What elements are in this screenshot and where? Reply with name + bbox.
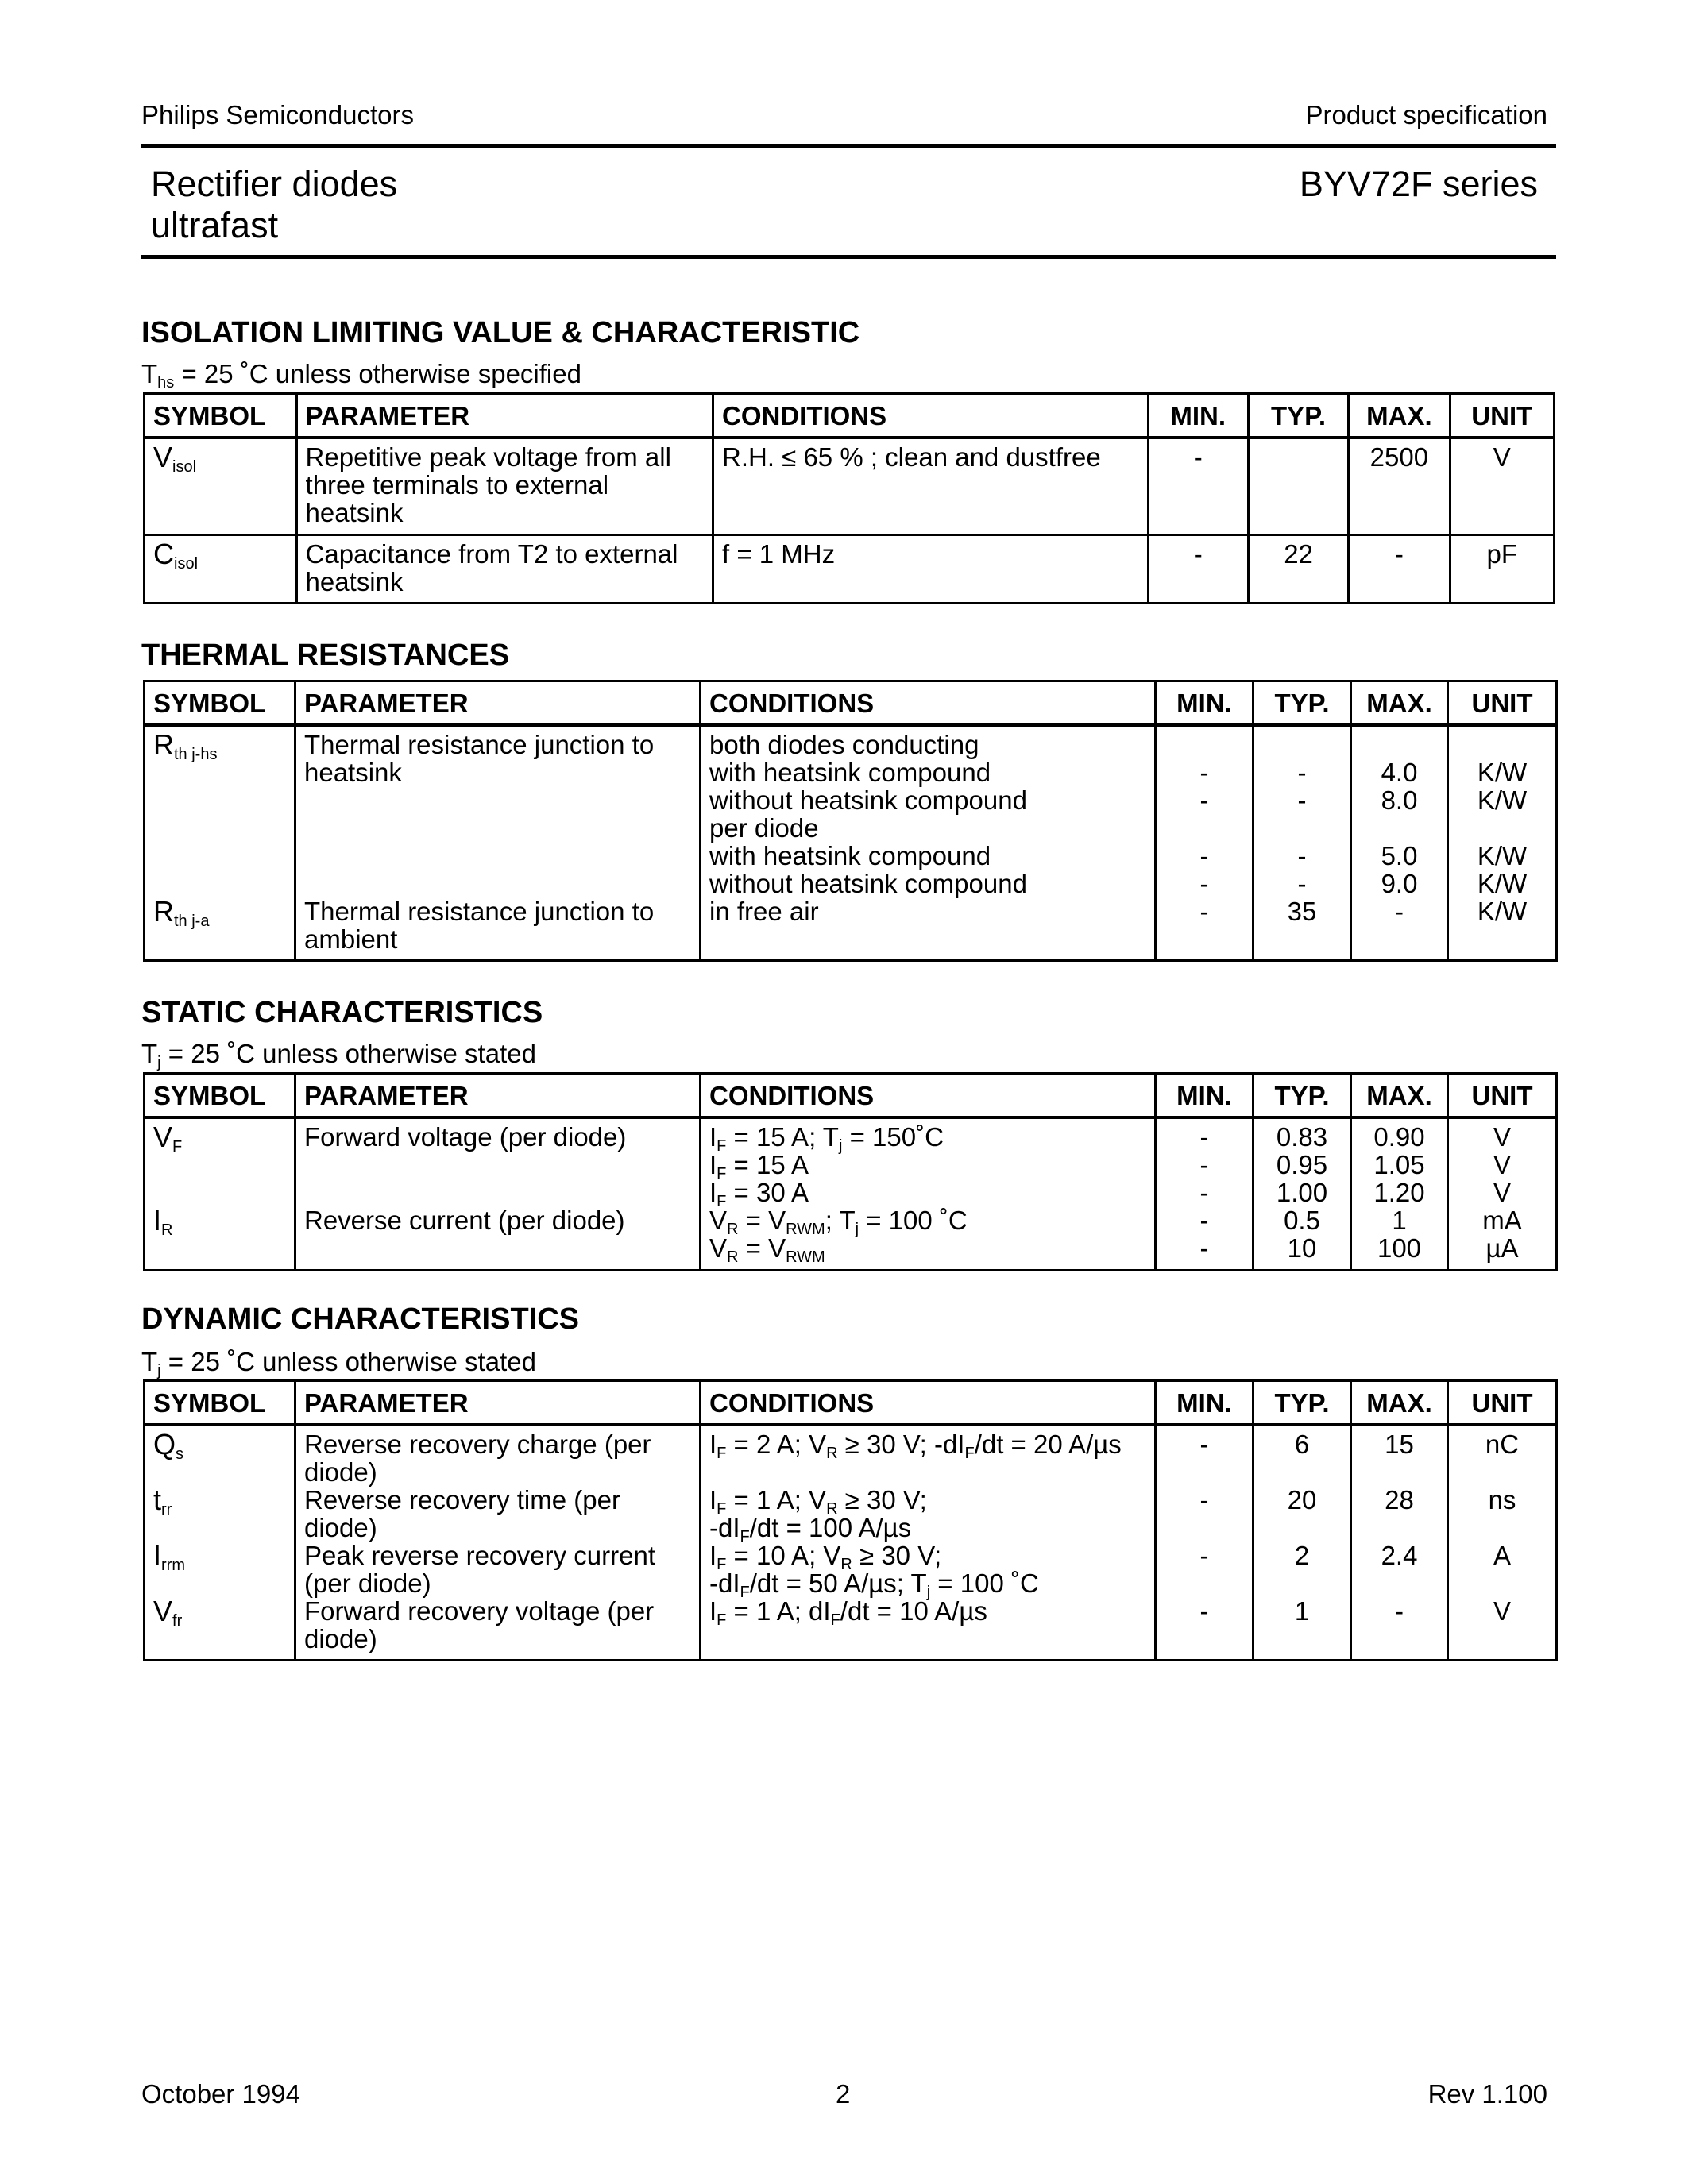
col-symbol: SYMBOL	[145, 394, 297, 438]
part-number: BYV72F series	[1299, 164, 1538, 204]
min-cell: - - - - -	[1156, 1117, 1253, 1270]
col-unit: UNIT	[1448, 1381, 1557, 1426]
conditions-cell: $I_F = 15$ A; $T_j$ = 150˚C $I_F = 15$ A $I_F = 30$ A $V_R = V_{RWM}$; $T_j = 100$ ˚C $V_R = V_{RWM}$	[701, 1117, 1156, 1270]
unit-cell: K/W K/W K/W K/W K/W	[1448, 725, 1557, 961]
conditions-cell: both diodes conducting with heatsink compound without heatsink compound per diode with heatsink compound without heatsink compound in free air	[701, 725, 1156, 961]
parameter-cell: Reverse recovery charge (per diode) Reverse recovery time (per diode) Peak reverse recovery current (per diode) Forward recovery voltage (per diode)	[295, 1425, 701, 1661]
isolation-table	[143, 392, 1555, 604]
col-conditions: CONDITIONS	[701, 1381, 1156, 1426]
col-max: MAX.	[1351, 681, 1448, 726]
footer-page-number: 2	[836, 2079, 851, 2109]
col-min: MIN.	[1156, 1381, 1253, 1426]
doc-title	[151, 164, 397, 246]
col-parameter: PARAMETER	[295, 1074, 701, 1118]
max-cell: -	[1349, 534, 1450, 603]
col-unit: UNIT	[1448, 681, 1557, 726]
static-condition: $T_j = 25$ ˚C unless otherwise stated	[141, 1039, 536, 1071]
typ-cell	[1248, 438, 1348, 534]
table-row	[145, 1117, 1557, 1270]
unit-cell: V	[1450, 438, 1554, 534]
company-name: Philips Semiconductors	[141, 100, 414, 129]
typ-cell: - - - - 35	[1253, 725, 1351, 961]
min-cell: -	[1148, 438, 1248, 534]
table-row	[145, 438, 1555, 534]
table-header-row	[145, 394, 1555, 438]
symbol-cell: $C_{isol}$	[145, 534, 297, 603]
table-header-row	[145, 1074, 1557, 1118]
table-header-row	[145, 1381, 1557, 1426]
col-conditions: CONDITIONS	[701, 681, 1156, 726]
thermal-title: THERMAL RESISTANCES	[141, 639, 510, 672]
col-typ: TYP.	[1253, 681, 1351, 726]
symbol-cell: $V_{isol}$	[145, 438, 297, 534]
col-max: MAX.	[1351, 1074, 1448, 1118]
table-row	[145, 725, 1557, 961]
title-rule	[141, 255, 1556, 259]
min-cell: - - - - -	[1156, 725, 1253, 961]
static-table	[143, 1072, 1558, 1271]
conditions-cell: $I_F = 2$ A; $V_R \ge 30$ V; $-dI_F/dt = 20$ A/µs $I_F = 1$ A; $V_R \ge 30$ V; $-dI_F/dt = 100$ A/µs $I_F = 10$ A; $V_R \ge 30$ V; $-dI_F/dt = 50$ A/µs; $T_j = 100$ ˚C $I_F = 1$ A; $dI_F/dt = 10$ A/µs	[701, 1425, 1156, 1661]
col-typ: TYP.	[1248, 394, 1348, 438]
col-parameter: PARAMETER	[295, 1381, 701, 1426]
typ-cell: 0.83 0.95 1.00 0.5 10	[1253, 1117, 1351, 1270]
col-min: MIN.	[1156, 1074, 1253, 1118]
symbol-cell: $Q_s$ $t_{rr}$ $I_{rrm}$ $V_{fr}$	[145, 1425, 295, 1661]
max-cell: 2500	[1349, 438, 1450, 534]
table-row	[145, 1425, 1557, 1661]
min-cell: - - - -	[1156, 1425, 1253, 1661]
table-header-row	[145, 681, 1557, 726]
col-min: MIN.	[1156, 681, 1253, 726]
doc-title-line2: ultrafast	[151, 205, 279, 245]
parameter-cell: Repetitive peak voltage from all three terminals to external heatsink	[296, 438, 713, 534]
col-parameter: PARAMETER	[296, 394, 713, 438]
col-max: MAX.	[1349, 394, 1450, 438]
parameter-cell: Thermal resistance junction to heatsink Thermal resistance junction to ambient	[295, 725, 701, 961]
doc-title-line1: Rectifier diodes	[151, 164, 398, 204]
unit-cell: nC ns A V	[1448, 1425, 1557, 1661]
typ-cell: 6 20 2 1	[1253, 1425, 1351, 1661]
col-unit: UNIT	[1450, 394, 1554, 438]
footer-revision: Rev 1.100	[1427, 2079, 1547, 2109]
col-conditions: CONDITIONS	[713, 394, 1149, 438]
isolation-condition: $T_{hs} = 25$ ˚C unless otherwise specified	[141, 359, 581, 392]
min-cell: -	[1148, 534, 1248, 603]
col-conditions: CONDITIONS	[701, 1074, 1156, 1118]
conditions-cell: f = 1 MHz	[713, 534, 1149, 603]
max-cell: 15 28 2.4 -	[1351, 1425, 1448, 1661]
unit-cell: V V V mA µA	[1448, 1117, 1557, 1270]
dynamic-table	[143, 1379, 1558, 1661]
typ-cell: 22	[1248, 534, 1348, 603]
max-cell: 0.90 1.05 1.20 1 100	[1351, 1117, 1448, 1270]
max-cell: 4.0 8.0 5.0 9.0 -	[1351, 725, 1448, 961]
static-title: STATIC CHARACTERISTICS	[141, 996, 543, 1029]
thermal-table	[143, 680, 1558, 962]
isolation-title: ISOLATION LIMITING VALUE & CHARACTERISTIC	[141, 316, 860, 349]
col-typ: TYP.	[1253, 1074, 1351, 1118]
col-symbol: SYMBOL	[145, 681, 295, 726]
table-row	[145, 534, 1555, 603]
symbol-cell: $V_F$ $I_R$	[145, 1117, 295, 1270]
dynamic-condition: $T_j = 25$ ˚C unless otherwise stated	[141, 1347, 536, 1379]
col-min: MIN.	[1148, 394, 1248, 438]
unit-cell: pF	[1450, 534, 1554, 603]
symbol-cell: $R_{th j-hs}$ $R_{th j-a}$	[145, 725, 295, 961]
dynamic-title: DYNAMIC CHARACTERISTICS	[141, 1302, 579, 1336]
header-rule	[141, 144, 1556, 148]
col-max: MAX.	[1351, 1381, 1448, 1426]
col-typ: TYP.	[1253, 1381, 1351, 1426]
conditions-cell: R.H. ≤ 65 % ; clean and dustfree	[713, 438, 1149, 534]
col-parameter: PARAMETER	[295, 681, 701, 726]
col-unit: UNIT	[1448, 1074, 1557, 1118]
parameter-cell: Capacitance from T2 to external heatsink	[296, 534, 713, 603]
footer-date: October 1994	[141, 2079, 300, 2109]
col-symbol: SYMBOL	[145, 1074, 295, 1118]
parameter-cell: Forward voltage (per diode) Reverse current (per diode)	[295, 1117, 701, 1270]
doc-type: Product specification	[1305, 100, 1547, 129]
col-symbol: SYMBOL	[145, 1381, 295, 1426]
